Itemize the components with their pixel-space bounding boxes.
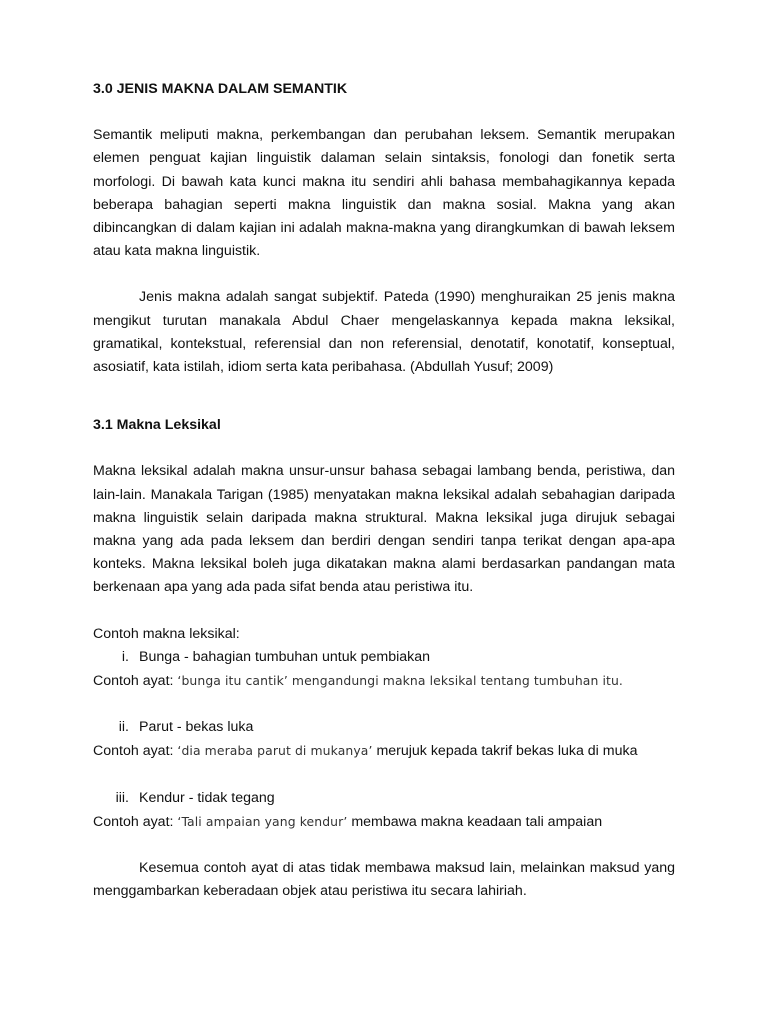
example-sentence-lead: Contoh ayat: <box>93 673 178 690</box>
example-2 <box>93 716 675 763</box>
example-term-row <box>93 787 675 810</box>
example-sentence-quote: ‘bunga itu cantik’ mengandungi makna leksikal tentang tumbuhan itu. <box>177 673 623 689</box>
example-sentence-lead: Contoh ayat: <box>93 813 178 830</box>
spacer <box>93 764 675 787</box>
example-number: i. <box>121 648 129 665</box>
example-sentence-quote: ‘Tali ampaian yang kendur’ <box>177 813 348 829</box>
example-1 <box>93 646 675 693</box>
example-term: Bunga - bahagian tumbuhan untuk pembiakan <box>139 648 431 665</box>
example-sentence-tail: membawa makna keadaan tali ampaian <box>347 813 603 830</box>
example-sentence-quote: ‘dia meraba parut di mukanya’ <box>177 743 373 759</box>
example-term-row <box>93 646 675 669</box>
example-sentence <box>93 669 675 693</box>
paragraph-lexical: Makna leksikal adalah makna unsur-unsur bahasa sebagai lambang benda, peristiwa, dan lain-lain. Manakala Tarigan (1985) menyatakan makna leksikal adalah sebahagian daripada makna linguistik selain daripada makna struktural. Makna leksikal juga dirujuk sebagai makna yang ada pada leksem dan berdiri dengan sendiri tanpa terikat dengan apa-apa konteks. Makna leksikal boleh juga dikatakan makna alami berdasarkan pandangan mata berkenaan apa yang ada pada sifat benda atau peristiwa itu. <box>93 463 675 596</box>
document-page <box>93 78 675 903</box>
subsection-heading: 3.1 Makna Leksikal <box>93 417 221 434</box>
paragraph-types: Jenis makna adalah sangat subjektif. Pateda (1990) menghuraikan 25 jenis makna mengikut turutan manakala Abdul Chaer mengelaskannya kepada makna leksikal, gramatikal, kontekstual, referensial dan non referensial, denotatif, konotatif, konseptual, asosiatif, kata istilah, idiom serta kata peribahasa. (Abdullah Yusuf; 2009) <box>93 289 675 376</box>
spacer <box>93 379 675 414</box>
example-sentence-tail: merujuk kepada takrif bekas luka di muka <box>372 743 638 760</box>
example-number: ii. <box>118 719 129 736</box>
example-number: iii. <box>115 789 129 806</box>
paragraph-intro: Semantik meliputi makna, perkembangan dan perubahan leksem. Semantik merupakan elemen penguat kajian linguistik dalaman selain sintaksis, fonologi dan fonetik serta morfologi. Di bawah kata kunci makna itu sendiri ahli bahasa membahagikannya kepada beberapa bahagian seperti makna linguistik dan makna sosial. Makna yang akan dibincangkan di dalam kajian ini adalah makna-makna yang dirangkumkan di bawah leksem atau kata makna linguistik. <box>93 127 675 260</box>
examples-heading: Contoh makna leksikal: <box>93 625 240 642</box>
spacer <box>93 693 675 716</box>
spacer <box>93 834 675 857</box>
example-sentence <box>93 810 675 834</box>
example-sentence-lead: Contoh ayat: <box>93 743 178 760</box>
paragraph-conclusion: Kesemua contoh ayat di atas tidak membawa maksud lain, melainkan maksud yang menggambarkan keberadaan objek atau peristiwa itu secara lahiriah. <box>93 860 675 900</box>
example-sentence <box>93 739 675 763</box>
example-term-row <box>93 716 675 739</box>
example-term: Parut - bekas luka <box>139 719 254 736</box>
example-term: Kendur - tidak tegang <box>139 789 275 806</box>
section-heading: 3.0 JENIS MAKNA DALAM SEMANTIK <box>93 81 348 97</box>
example-3 <box>93 787 675 834</box>
